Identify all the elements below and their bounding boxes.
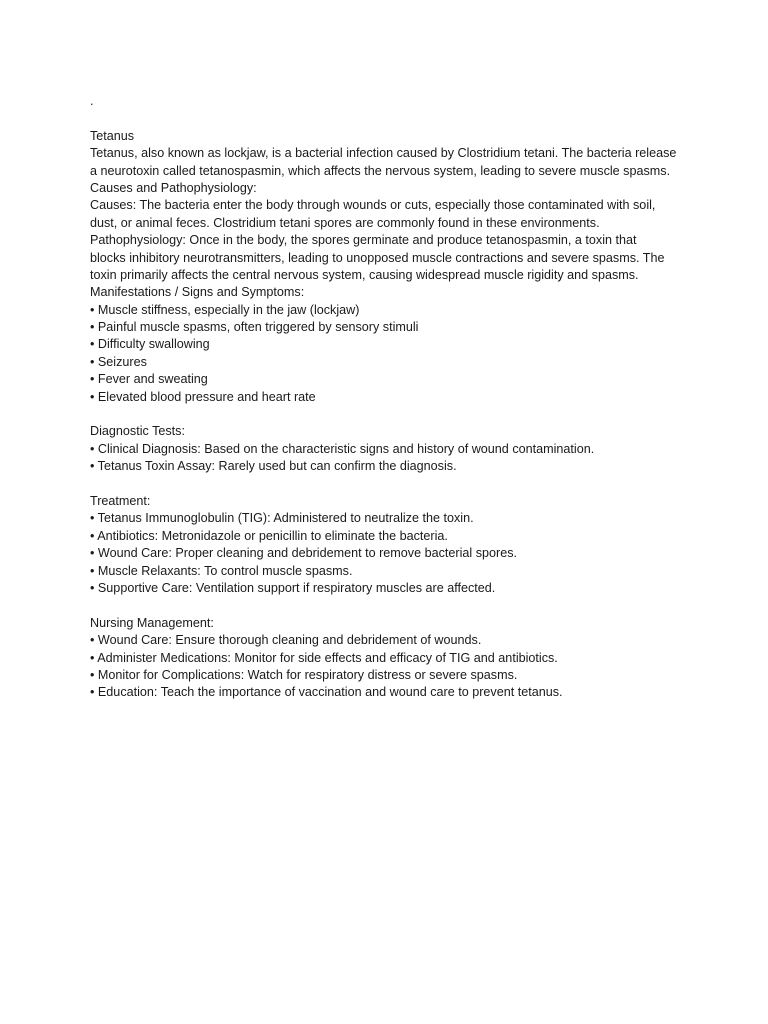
document-title: Tetanus [90, 128, 135, 143]
intro-line: a neurotoxin called tetanospasmin, which affects the nervous system, leading to severe muscle spasms. [90, 163, 671, 178]
blank-line [90, 110, 690, 127]
manifestations-heading: Manifestations / Signs and Symptoms: [90, 285, 305, 300]
nursing-item: • Administer Medications: Monitor for side effects and efficacy of TIG and antibiotics. [90, 650, 558, 665]
treatment-heading: Treatment: [90, 493, 151, 508]
causes-heading: Causes and Pathophysiology: [90, 180, 257, 195]
diagnostic-item: • Clinical Diagnosis: Based on the characteristic signs and history of wound contamination. [90, 441, 595, 456]
blank-line [90, 406, 690, 423]
manifestation-item: • Fever and sweating [90, 372, 208, 387]
treatment-item: • Antibiotics: Metronidazole or penicillin to eliminate the bacteria. [90, 528, 448, 543]
causes-line: Causes: The bacteria enter the body through wounds or cuts, especially those contaminated with soil, [90, 198, 656, 213]
diagnostic-heading: Diagnostic Tests: [90, 424, 185, 439]
document-page [90, 93, 690, 702]
manifestation-item: • Painful muscle spasms, often triggered by sensory stimuli [90, 320, 419, 335]
blank-line [90, 476, 690, 493]
diagnostic-item: • Tetanus Toxin Assay: Rarely used but can confirm the diagnosis. [90, 459, 457, 474]
patho-line: toxin primarily affects the central nervous system, causing widespread muscle rigidity and spasms. [90, 267, 639, 282]
nursing-item: • Wound Care: Ensure thorough cleaning and debridement of wounds. [90, 633, 482, 648]
manifestation-item: • Difficulty swallowing [90, 337, 210, 352]
nursing-item: • Education: Teach the importance of vaccination and wound care to prevent tetanus. [90, 685, 563, 700]
nursing-heading: Nursing Management: [90, 615, 214, 630]
manifestation-item: • Seizures [90, 354, 147, 369]
patho-line: blocks inhibitory neurotransmitters, leading to unopposed muscle contractions and severe spasms. The [90, 250, 665, 265]
intro-line: Tetanus, also known as lockjaw, is a bacterial infection caused by Clostridium tetani. The bacteria release [90, 146, 677, 161]
treatment-item: • Wound Care: Proper cleaning and debridement to remove bacterial spores. [90, 546, 518, 561]
patho-line: Pathophysiology: Once in the body, the spores germinate and produce tetanospasmin, a toxin that [90, 233, 637, 248]
treatment-item: • Muscle Relaxants: To control muscle spasms. [90, 563, 353, 578]
treatment-item: • Tetanus Immunoglobulin (TIG): Administered to neutralize the toxin. [90, 511, 474, 526]
nursing-item: • Monitor for Complications: Watch for respiratory distress or severe spasms. [90, 667, 518, 682]
causes-line: dust, or animal feces. Clostridium tetani spores are commonly found in these environments. [90, 215, 600, 230]
blank-line [90, 597, 690, 614]
treatment-item: • Supportive Care: Ventilation support if respiratory muscles are affected. [90, 580, 496, 595]
leading-dot: . [90, 94, 94, 108]
manifestation-item: • Muscle stiffness, especially in the jaw (lockjaw) [90, 302, 360, 317]
manifestation-item: • Elevated blood pressure and heart rate [90, 389, 316, 404]
